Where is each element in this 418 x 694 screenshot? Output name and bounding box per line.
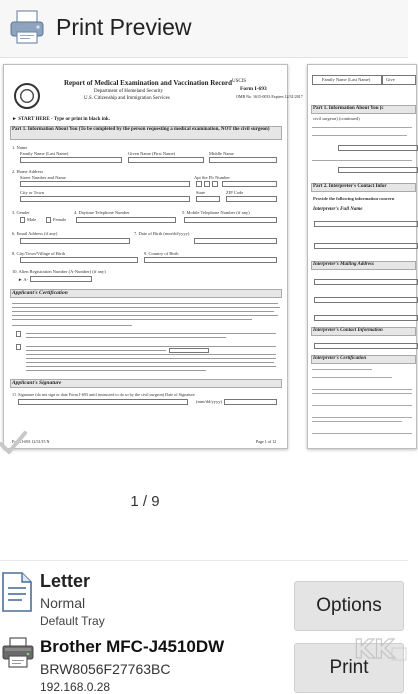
text-line <box>26 337 226 338</box>
signature-line-label: 11. Signature (do not sign or date Form I-693 until instructed to do so by the civil surgeon) Date of Signature <box>12 392 195 397</box>
np-field <box>314 297 418 303</box>
doc-agency: Department of Homeland Security <box>94 89 164 94</box>
np-field <box>314 315 418 321</box>
selected-check-icon <box>0 429 28 457</box>
family-name-field <box>20 157 122 163</box>
np-field <box>314 221 418 227</box>
doc-sub-agency: U.S. Citizenship and Immigration Services <box>84 96 170 101</box>
text-line <box>26 333 276 334</box>
omb-number: OMB No. 1615-0033 Expires 12/31/2017 <box>236 94 303 99</box>
printer-ip[interactable]: 192.168.0.28 <box>40 680 111 694</box>
name-label: 1. Name <box>12 145 28 150</box>
np-line <box>312 377 392 378</box>
text-line <box>26 358 276 359</box>
city-label: City or Town <box>20 190 44 195</box>
state-field <box>196 196 220 202</box>
daytime-phone-label: 4. Daytime Telephone Number <box>74 210 130 215</box>
page-indicator: 1 / 9 <box>130 493 160 510</box>
printer-name[interactable]: Brother MFC-J4510DW <box>40 637 225 656</box>
np-line <box>312 389 412 390</box>
country-birth-field <box>144 257 277 263</box>
sig-date-field <box>224 399 277 405</box>
np-field <box>338 167 418 173</box>
text-line <box>12 307 280 308</box>
city-field <box>20 196 190 202</box>
male-label: Male <box>27 217 37 222</box>
np-line <box>312 369 372 370</box>
text-line <box>26 366 276 367</box>
given-name-label: Given Name (First Name) <box>128 151 176 156</box>
dhs-seal-icon <box>14 83 40 109</box>
alien-number-label: 10. Alien Registration Number (A-Number) (if any) <box>12 269 106 274</box>
np-field <box>314 279 418 285</box>
print-settings-panel <box>0 560 408 694</box>
np-line <box>312 421 402 422</box>
mobile-phone-label: 5. Mobile Telephone Number (if any) <box>182 210 250 215</box>
np-part2: Part 2. Interpreter's Contact Infor <box>313 184 387 189</box>
signature-field <box>18 399 188 405</box>
street-field <box>20 181 190 187</box>
text-line <box>12 315 278 316</box>
print-button[interactable]: Print <box>294 643 404 693</box>
alien-number-field <box>30 276 92 282</box>
email-label: 6. Email Address (if any) <box>12 231 58 236</box>
np-family-name: Family Name (Last Name) <box>322 77 371 82</box>
printer-app-icon[interactable] <box>8 8 46 46</box>
sig-date-format: (mm/dd/yyyy) <box>196 399 222 404</box>
text-line <box>26 346 276 347</box>
svg-text:KK: KK <box>354 635 395 665</box>
np-interpreter-name: Interpreter's Full Name <box>313 207 363 212</box>
text-line <box>26 370 206 371</box>
gender-label: 3. Gender <box>12 210 30 215</box>
apt-number-field <box>222 181 277 187</box>
dob-field <box>194 238 277 244</box>
print-preview-area[interactable] <box>0 59 408 559</box>
doc-footer-left: Form I-693 12/31/15 N <box>12 439 50 444</box>
np-certification: Interpreter's Certification <box>313 356 367 361</box>
np-line <box>312 405 412 406</box>
zip-field <box>226 196 277 202</box>
text-line <box>12 311 274 312</box>
female-label: Female <box>53 217 67 222</box>
paper-size[interactable]: Letter <box>40 571 91 591</box>
np-line <box>312 393 412 394</box>
text-line <box>26 350 166 351</box>
np-line <box>312 135 407 136</box>
doc-title: Report of Medical Examination and Vaccination Record <box>64 79 232 87</box>
city-birth-label: 8. City/Town/Village of Birth <box>12 251 66 256</box>
text-line <box>12 319 252 320</box>
ste-box <box>204 181 210 187</box>
text-line <box>12 325 132 326</box>
np-part1-cont: civil surgeon) (continued) <box>313 116 360 121</box>
preview-page-1[interactable] <box>3 64 303 449</box>
form-label: USCIS <box>232 79 247 84</box>
np-field <box>314 243 418 249</box>
cert-checkbox-1 <box>16 331 21 337</box>
family-name-label: Family Name (Last Name) <box>20 151 69 156</box>
daytime-phone-field <box>76 217 176 223</box>
np-provide: Provide the following information concern <box>313 196 395 201</box>
middle-name-label: Middle Name <box>209 151 234 156</box>
mobile-phone-field <box>184 217 277 223</box>
np-line <box>312 433 412 434</box>
np-line <box>312 417 412 418</box>
country-birth-label: 9. Country of Birth <box>144 251 179 256</box>
cert-checkbox-2 <box>16 344 21 350</box>
paper-type[interactable]: Normal <box>40 595 86 611</box>
np-field <box>338 145 418 151</box>
applicant-cert-heading: Applicant's Certification <box>12 290 68 296</box>
language-field <box>169 348 209 353</box>
email-field <box>20 238 130 244</box>
applicant-sig-heading: Applicant's Signature <box>12 380 62 386</box>
np-part1: Part 1. Information About You (c <box>313 106 384 111</box>
np-line <box>312 160 412 161</box>
preview-page-2[interactable] <box>307 64 417 449</box>
city-birth-field <box>20 257 138 263</box>
options-button[interactable]: Options <box>294 581 404 631</box>
np-given: Give <box>386 77 395 82</box>
middle-name-field <box>209 157 277 163</box>
text-line <box>12 303 278 304</box>
dob-label: 7. Date of Birth (mm/dd/yyyy) <box>134 231 190 236</box>
paper-document-icon[interactable] <box>0 571 34 613</box>
doc-footer-right: Page 1 of 12 <box>256 439 277 444</box>
flr-box <box>212 181 218 187</box>
action-bar <box>0 0 408 58</box>
apt-box <box>196 181 202 187</box>
printer-id[interactable]: BRW8056F27763BC <box>40 661 171 677</box>
female-checkbox <box>46 217 51 223</box>
page-title: Print Preview <box>56 14 192 40</box>
male-checkbox <box>20 217 25 223</box>
apt-label: Apt Ste Flr Number <box>194 175 230 180</box>
np-line <box>312 127 412 128</box>
np-contact: Interpreter's Contact Information <box>313 328 383 333</box>
paper-tray[interactable]: Default Tray <box>40 614 105 628</box>
np-field <box>314 343 418 349</box>
text-line <box>26 362 274 363</box>
printer-icon[interactable] <box>1 636 35 670</box>
part1-heading: Part 1. Information About You (To be completed by the person requesting a medical examination, NOT the civil surgeon) <box>12 127 270 132</box>
home-address-label: 2. Home Address <box>12 169 44 174</box>
state-label: State <box>196 190 205 195</box>
text-line <box>26 354 276 355</box>
given-name-field <box>128 157 204 163</box>
street-label: Street Number and Name <box>20 175 66 180</box>
start-here: ► START HERE - Type or print in black ink. <box>12 117 110 122</box>
a-prefix: ► A- <box>18 277 29 282</box>
form-number: Form I-693 <box>240 86 267 92</box>
kk-watermark-logo <box>352 628 408 668</box>
np-mailing: Interpreter's Mailing Address <box>313 262 374 267</box>
zip-label: ZIP Code <box>226 190 244 195</box>
